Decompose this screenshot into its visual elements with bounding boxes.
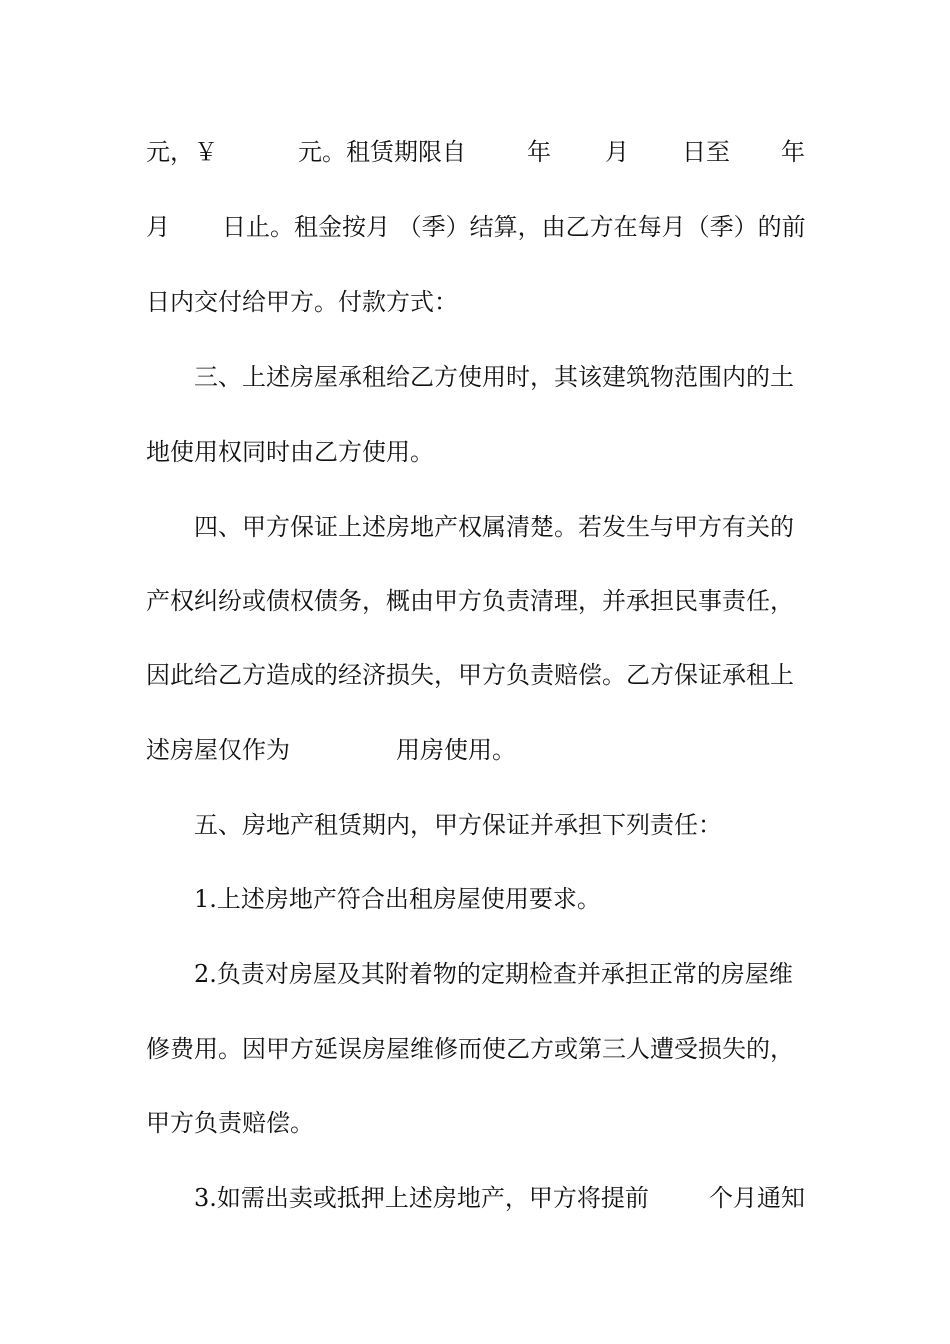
text-segment: 元，￥ — [146, 138, 218, 166]
text-segment: 3.如需出卖或抵押上述房地产，甲方将提前 — [194, 1184, 649, 1212]
text-line-9 — [0, 734, 950, 766]
text-segment: 述房屋仅作为 — [146, 736, 290, 764]
text-line-5: 地使用权同时由乙方使用。 — [146, 438, 434, 466]
text-line-7: 产权纠纷或债权债务，概由甲方负责清理，并承担民事责任， — [146, 587, 794, 615]
text-segment: 元。租赁期限自 — [298, 138, 466, 166]
text-segment: 个月通知 — [709, 1184, 805, 1212]
text-line-1 — [0, 136, 950, 168]
text-line-15 — [0, 1182, 950, 1214]
text-segment: 日止。租金按月 （季）结算，由乙方在每月（季）的前 — [222, 213, 806, 241]
text-line-4: 三、上述房屋承租给乙方使用时，其该建筑物范围内的土 — [194, 363, 794, 391]
text-segment: 月 — [605, 138, 629, 166]
text-line-2 — [0, 211, 950, 243]
text-line-11: 1.上述房地产符合出租房屋使用要求。 — [194, 885, 601, 913]
text-segment: 日至 — [682, 138, 730, 166]
text-line-10: 五、房地产租赁期内，甲方保证并承担下列责任： — [194, 811, 722, 839]
text-line-13: 修费用。因甲方延误房屋维修而使乙方或第三人遭受损失的， — [146, 1035, 794, 1063]
text-segment: 用房使用。 — [396, 736, 516, 764]
text-segment: 年 — [781, 138, 805, 166]
text-line-3: 日内交付给甲方。付款方式： — [146, 288, 458, 316]
text-segment: 月 — [146, 213, 170, 241]
text-line-14: 甲方负责赔偿。 — [146, 1109, 314, 1137]
text-segment: 年 — [527, 138, 551, 166]
text-line-12: 2.负责对房屋及其附着物的定期检查并承担正常的房屋维 — [194, 960, 793, 988]
text-line-8: 因此给乙方造成的经济损失，甲方负责赔偿。乙方保证承租上 — [146, 661, 794, 689]
text-line-6: 四、甲方保证上述房地产权属清楚。若发生与甲方有关的 — [194, 513, 794, 541]
